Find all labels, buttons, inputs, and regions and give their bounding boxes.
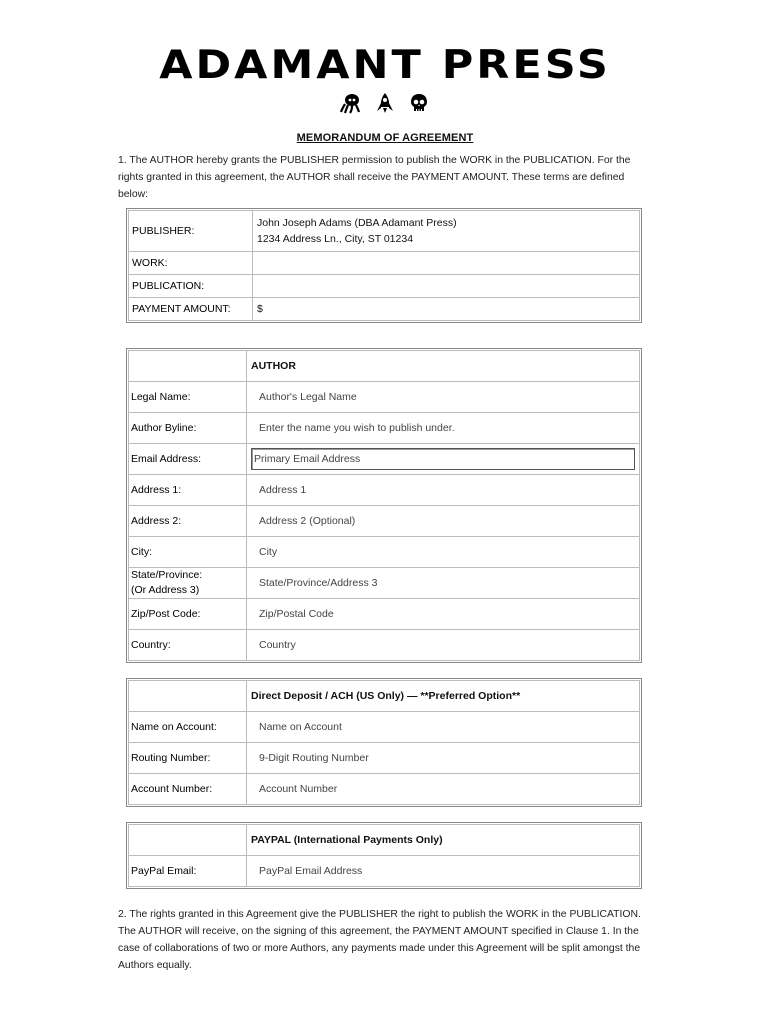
address2-field[interactable]: Address 2 (Optional)	[247, 506, 640, 537]
logo-icon-row	[152, 92, 618, 114]
city-field[interactable]: City	[247, 537, 640, 568]
city-label: City:	[129, 537, 247, 568]
publication-field[interactable]	[253, 275, 640, 298]
zip-field[interactable]: Zip/Postal Code	[247, 599, 640, 630]
account-name-field[interactable]: Name on Account	[247, 712, 640, 743]
paypal-table	[128, 824, 640, 887]
table-row	[129, 599, 640, 630]
deposit-header-spacer	[129, 681, 247, 712]
publisher-label: PUBLISHER:	[129, 211, 253, 252]
logo-wordmark: ADAMANT PRESS	[159, 42, 611, 88]
account-name-label: Name on Account:	[129, 712, 247, 743]
clause-2-text: 2. The rights granted in this Agreement give the PUBLISHER the right to publish the WORK in the PUBLICATION. The AUTHOR will receive, on the signing of this agreement, the PAYMENT AMOUNT specified in Clause 1. In the case of collaborations of two or more Authors, any payments made under this Agreement will be split amongst the Authors equally.	[118, 909, 641, 971]
table-row	[129, 856, 640, 887]
table-row	[129, 712, 640, 743]
table-row	[129, 298, 640, 321]
table-row	[129, 275, 640, 298]
address2-label: Address 2:	[129, 506, 247, 537]
direct-deposit-table	[128, 680, 640, 805]
payment-amount-label: PAYMENT AMOUNT:	[129, 298, 253, 321]
table-row	[129, 413, 640, 444]
deposit-header: Direct Deposit / ACH (US Only) — **Preferred Option**	[247, 681, 640, 712]
legal-name-label: Legal Name:	[129, 382, 247, 413]
table-row	[129, 475, 640, 506]
zip-label: Zip/Post Code:	[129, 599, 247, 630]
table-row	[129, 568, 640, 599]
author-header-spacer	[129, 351, 247, 382]
rocket-icon	[374, 92, 396, 114]
table-row	[129, 252, 640, 275]
clause-1-text: 1. The AUTHOR hereby grants the PUBLISHER permission to publish the WORK in the PUBLICATION. For the rights granted in this agreement, the AUTHOR shall receive the PAYMENT AMOUNT. These terms are defined below:	[118, 155, 631, 200]
table-row	[129, 537, 640, 568]
publisher-name: John Joseph Adams (DBA Adamant Press)	[257, 217, 457, 229]
work-field[interactable]	[253, 252, 640, 275]
account-number-label: Account Number:	[129, 774, 247, 805]
table-row	[129, 681, 640, 712]
table-row	[129, 506, 640, 537]
byline-label: Author Byline:	[129, 413, 247, 444]
country-label: Country:	[129, 630, 247, 661]
byline-field[interactable]: Enter the name you wish to publish under.	[247, 413, 640, 444]
payment-amount-field[interactable]: $	[253, 298, 640, 321]
address1-label: Address 1:	[129, 475, 247, 506]
paypal-email-label: PayPal Email:	[129, 856, 247, 887]
account-number-field[interactable]: Account Number	[247, 774, 640, 805]
routing-number-label: Routing Number:	[129, 743, 247, 774]
table-row	[129, 444, 640, 475]
table-row	[129, 743, 640, 774]
country-field[interactable]: Country	[247, 630, 640, 661]
email-field[interactable]: Primary Email Address	[251, 448, 635, 470]
email-label: Email Address:	[129, 444, 247, 475]
table-row	[129, 351, 640, 382]
legal-name-field[interactable]: Author's Legal Name	[247, 382, 640, 413]
paypal-email-field[interactable]: PayPal Email Address	[247, 856, 640, 887]
octopus-icon	[340, 92, 362, 114]
table-row	[129, 382, 640, 413]
publication-label: PUBLICATION:	[129, 275, 253, 298]
publisher-address: 1234 Address Ln., City, ST 01234	[257, 233, 414, 245]
email-cell	[247, 444, 640, 475]
state-label-line2: (Or Address 3)	[131, 584, 200, 596]
table-row	[129, 211, 640, 252]
work-label: WORK:	[129, 252, 253, 275]
state-field[interactable]: State/Province/Address 3	[247, 568, 640, 599]
paypal-header-spacer	[129, 825, 247, 856]
table-row	[129, 774, 640, 805]
state-label	[129, 568, 247, 599]
publisher-logo	[152, 40, 618, 122]
address1-field[interactable]: Address 1	[247, 475, 640, 506]
table-row	[129, 825, 640, 856]
document-title: MEMORANDUM OF AGREEMENT	[296, 132, 474, 144]
publisher-value	[253, 211, 640, 252]
author-header: AUTHOR	[247, 351, 640, 382]
paypal-header: PAYPAL (International Payments Only)	[247, 825, 640, 856]
author-table	[128, 350, 640, 661]
state-label-line1: State/Province:	[131, 569, 203, 581]
routing-number-field[interactable]: 9-Digit Routing Number	[247, 743, 640, 774]
table-row	[129, 630, 640, 661]
terms-table	[128, 210, 640, 321]
skull-icon	[408, 92, 430, 114]
